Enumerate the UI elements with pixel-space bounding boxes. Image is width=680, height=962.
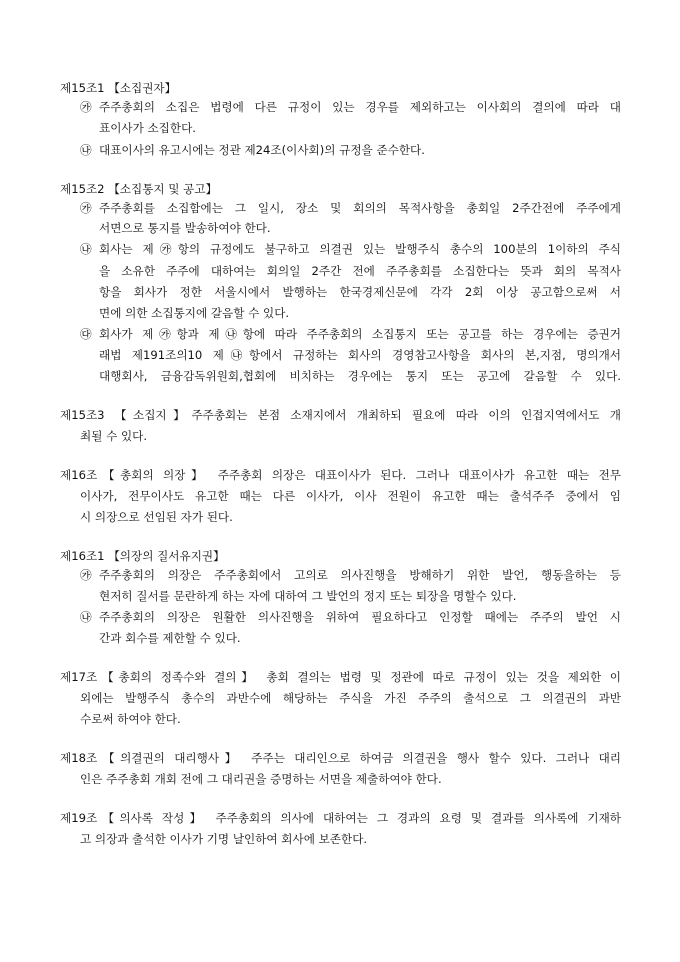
- item-marker: ㉯: [80, 242, 92, 256]
- article-line: 고 의장과 출석한 이사가 기명 날인하여 회사에 보존한다.: [80, 832, 368, 846]
- article-line: 인은 주주총회 개회 전에 그 대리권을 증명하는 서면을 제출하여야 한다.: [80, 772, 442, 786]
- item-line: 주주총회의 의장은 원활한 의사진행을 위하여 필요하다고 인정할 때에는 주주의 발언 시: [99, 610, 621, 624]
- item-line: 회사는 제㉮항의 규정에도 불구하고 의결권 있는 발행주식 총수의 100분의 1이하의 주식: [99, 242, 621, 256]
- item-line: 대행회사, 금융감독위원회,협회에 비치하는 경우에는 통지 또는 공고에 갈음할 수 있다.: [99, 369, 621, 383]
- article-title: 제15조2 【소집통지 및 공고】: [60, 182, 218, 196]
- item-marker: ㉮: [80, 100, 92, 114]
- article-line: 최될 수 있다.: [80, 429, 148, 443]
- item-line: 면에 의한 소집통지에 갈음할 수 있다.: [99, 306, 290, 320]
- article-title: 제16조1 【의장의 질서유지권】: [60, 549, 225, 563]
- item-line: 대표이사의 유고시에는 정관 제24조(이사회)의 규정을 준수한다.: [99, 143, 425, 157]
- article-line: 이사가, 전무이사도 유고한 때는 다른 이사가, 이사 전원이 유고한 때는 출석주주 중에서 임: [80, 489, 621, 503]
- item-line: 을 소유한 주주에 대하여는 회의일 2주간 전에 주주총회를 소집한다는 뜻과 회의 목적사: [99, 264, 621, 278]
- item-line: 주주총회의 의장은 주주총회에서 고의로 의사진행을 방해하기 위한 발언, 행동을하는 등: [99, 568, 621, 582]
- item-line: 항을 회사가 정한 서울시에서 발행하는 한국경제신문에 각각 2회 이상 공고함으로써 서: [99, 285, 621, 299]
- item-line: 주주총회를 소집함에는 그 일시, 장소 및 회의의 목적사항을 총회일 2주간전에 주주에게: [99, 201, 621, 215]
- article-line: 시 의장으로 선임된 자가 된다.: [80, 510, 233, 524]
- item-line: 회사가 제㉮항과 제㉯항에 따라 주주총회의 소집통지 또는 공고를 하는 경우에는 증권거: [99, 327, 621, 341]
- item-line: 주주총회의 소집은 법령에 다른 규정이 있는 경우를 제외하고는 이사회의 결의에 따라 대: [99, 100, 621, 114]
- item-marker: ㉯: [80, 610, 92, 624]
- item-line: 서면으로 통지를 발송하여야 한다.: [99, 221, 271, 235]
- article-line: 외에는 발행주식 총수의 과반수에 해당하는 주식을 가진 주주의 출석으로 그 의결권의 과반: [80, 691, 621, 705]
- article-line: 제16조【총회의 의장】 주주총회 의장은 대표이사가 된다. 그러나 대표이사가 유고한 때는 전무: [60, 468, 621, 482]
- item-line: 현저히 질서를 문란하게 하는 자에 대하여 그 발언의 정지 또는 퇴장을 명할수 있다.: [99, 589, 517, 603]
- item-marker: ㉮: [80, 201, 92, 215]
- article-line: 제19조【의사록 작성】 주주총회의 의사에 대하여는 그 경과의 요령 및 결과를 의사록에 기재하: [60, 811, 621, 825]
- article-line: 제18조【의결권의 대리행사】 주주는 대리인으로 하여금 의결권을 행사 할수 있다. 그러나 대리: [60, 751, 621, 765]
- item-line: 표이사가 소집한다.: [99, 121, 196, 135]
- item-line: 간과 회수를 제한할 수 있다.: [99, 631, 241, 645]
- item-marker: ㉯: [80, 143, 92, 157]
- article-line: 제15조3 【소집지】주주총회는 본점 소재지에서 개최하되 필요에 따라 이의 인접지역에서도 개: [60, 408, 621, 422]
- item-marker: ㉮: [80, 568, 92, 582]
- article-line: 제17조【총회의 정족수와 결의】 총회 결의는 법령 및 정관에 따로 규정이 있는 것을 제외한 이: [60, 670, 621, 684]
- article-line: 수로써 하여야 한다.: [80, 712, 181, 726]
- item-marker: ㉰: [80, 327, 92, 341]
- article-title: 제15조1 【소집권자】: [60, 81, 177, 95]
- item-line: 래법 제191조의10 제㉯항에서 규정하는 회사의 경영참고사항을 회사의 본,지점, 명의개서: [99, 348, 621, 362]
